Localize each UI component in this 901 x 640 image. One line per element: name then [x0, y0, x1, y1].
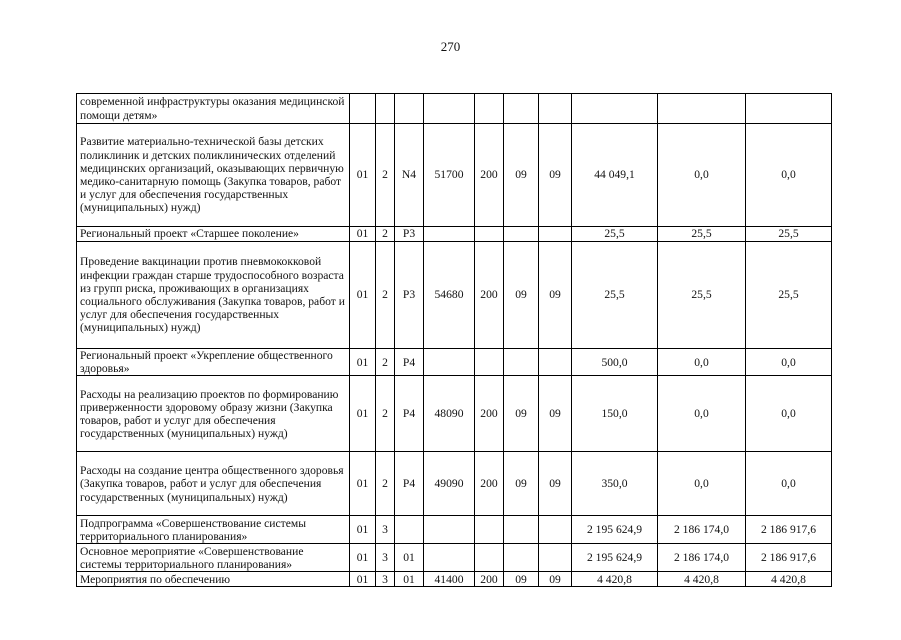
cell-subprogram-code: 2 — [376, 242, 395, 349]
cell-amount-year-1: 25,5 — [572, 242, 658, 349]
cell-section: 09 — [504, 242, 539, 349]
cell-program-code: 01 — [350, 124, 376, 227]
cell-direction-code: 49090 — [424, 452, 475, 516]
cell-subsection — [539, 516, 572, 544]
cell-main-activity-code: P4 — [395, 349, 424, 376]
cell-program-code — [350, 94, 376, 124]
cell-section — [504, 516, 539, 544]
cell-amount-year-1: 350,0 — [572, 452, 658, 516]
cell-description: Основное мероприятие «Совершенствование системы территориального планирования» — [77, 544, 350, 572]
cell-amount-year-1: 150,0 — [572, 376, 658, 452]
cell-direction-code: 41400 — [424, 572, 475, 587]
cell-direction-code — [424, 227, 475, 242]
budget-table — [76, 93, 832, 587]
table-row — [77, 349, 832, 376]
cell-amount-year-3: 25,5 — [746, 242, 832, 349]
cell-amount-year-2: 25,5 — [658, 227, 746, 242]
cell-expense-type: 200 — [475, 452, 504, 516]
cell-expense-type — [475, 227, 504, 242]
cell-main-activity-code: P4 — [395, 376, 424, 452]
cell-amount-year-2: 2 186 174,0 — [658, 516, 746, 544]
cell-amount-year-3: 4 420,8 — [746, 572, 832, 587]
cell-amount-year-2: 25,5 — [658, 242, 746, 349]
cell-amount-year-2: 0,0 — [658, 124, 746, 227]
cell-expense-type: 200 — [475, 124, 504, 227]
cell-program-code: 01 — [350, 376, 376, 452]
table-row — [77, 544, 832, 572]
cell-program-code: 01 — [350, 227, 376, 242]
cell-amount-year-3 — [746, 94, 832, 124]
cell-expense-type: 200 — [475, 376, 504, 452]
cell-section — [504, 544, 539, 572]
cell-section — [504, 227, 539, 242]
cell-amount-year-2: 0,0 — [658, 349, 746, 376]
table-row — [77, 227, 832, 242]
cell-program-code: 01 — [350, 349, 376, 376]
cell-subprogram-code: 2 — [376, 452, 395, 516]
table-row — [77, 572, 832, 587]
cell-amount-year-2 — [658, 94, 746, 124]
cell-amount-year-1: 2 195 624,9 — [572, 544, 658, 572]
cell-description: Региональный проект «Старшее поколение» — [77, 227, 350, 242]
cell-direction-code — [424, 516, 475, 544]
cell-program-code: 01 — [350, 544, 376, 572]
cell-direction-code — [424, 544, 475, 572]
cell-amount-year-3: 0,0 — [746, 124, 832, 227]
cell-main-activity-code: P3 — [395, 227, 424, 242]
table-row — [77, 94, 832, 124]
cell-subsection — [539, 349, 572, 376]
cell-expense-type — [475, 94, 504, 124]
cell-amount-year-2: 4 420,8 — [658, 572, 746, 587]
cell-subprogram-code: 2 — [376, 124, 395, 227]
table-row — [77, 242, 832, 349]
cell-main-activity-code — [395, 94, 424, 124]
cell-subsection — [539, 227, 572, 242]
cell-subsection: 09 — [539, 124, 572, 227]
cell-main-activity-code: 01 — [395, 572, 424, 587]
cell-description: Развитие материально-технической базы детских поликлиник и детских поликлинических отделений медицинских организаций, оказывающих первичную медико-санитарную помощь (Закупка товаров, работ и услуг для обеспечения государственных (муниципальных) нужд) — [77, 124, 350, 227]
cell-expense-type — [475, 544, 504, 572]
cell-program-code: 01 — [350, 516, 376, 544]
table-row — [77, 376, 832, 452]
cell-subprogram-code: 3 — [376, 544, 395, 572]
cell-main-activity-code — [395, 516, 424, 544]
cell-direction-code — [424, 94, 475, 124]
cell-section: 09 — [504, 376, 539, 452]
cell-amount-year-1: 44 049,1 — [572, 124, 658, 227]
cell-amount-year-1: 2 195 624,9 — [572, 516, 658, 544]
cell-description: современной инфраструктуры оказания медицинской помощи детям» — [77, 94, 350, 124]
cell-main-activity-code: P4 — [395, 452, 424, 516]
cell-main-activity-code: N4 — [395, 124, 424, 227]
cell-subprogram-code: 2 — [376, 227, 395, 242]
cell-expense-type: 200 — [475, 242, 504, 349]
cell-subprogram-code — [376, 94, 395, 124]
cell-program-code: 01 — [350, 242, 376, 349]
cell-description: Мероприятия по обеспечению — [77, 572, 350, 587]
cell-program-code: 01 — [350, 572, 376, 587]
cell-main-activity-code: 01 — [395, 544, 424, 572]
cell-amount-year-1 — [572, 94, 658, 124]
cell-subsection: 09 — [539, 572, 572, 587]
cell-section: 09 — [504, 452, 539, 516]
cell-subprogram-code: 3 — [376, 572, 395, 587]
cell-description: Расходы на реализацию проектов по формированию приверженности здоровому образу жизни (Закупка товаров, работ и услуг для обеспечения государственных (муниципальных) нужд) — [77, 376, 350, 452]
cell-description: Региональный проект «Укрепление общественного здоровья» — [77, 349, 350, 376]
cell-amount-year-3: 0,0 — [746, 452, 832, 516]
cell-expense-type — [475, 349, 504, 376]
cell-amount-year-2: 2 186 174,0 — [658, 544, 746, 572]
cell-amount-year-1: 500,0 — [572, 349, 658, 376]
cell-description: Подпрограмма «Совершенствование системы территориального планирования» — [77, 516, 350, 544]
cell-subprogram-code: 2 — [376, 349, 395, 376]
cell-direction-code: 48090 — [424, 376, 475, 452]
cell-amount-year-1: 4 420,8 — [572, 572, 658, 587]
cell-amount-year-3: 2 186 917,6 — [746, 516, 832, 544]
cell-amount-year-3: 0,0 — [746, 349, 832, 376]
cell-amount-year-2: 0,0 — [658, 452, 746, 516]
cell-expense-type — [475, 516, 504, 544]
cell-main-activity-code: P3 — [395, 242, 424, 349]
cell-amount-year-3: 0,0 — [746, 376, 832, 452]
cell-direction-code — [424, 349, 475, 376]
cell-subsection — [539, 94, 572, 124]
cell-amount-year-3: 2 186 917,6 — [746, 544, 832, 572]
cell-description: Расходы на создание центра общественного здоровья (Закупка товаров, работ и услуг для обеспечения государственных (муниципальных) нужд) — [77, 452, 350, 516]
cell-section — [504, 349, 539, 376]
cell-expense-type: 200 — [475, 572, 504, 587]
cell-amount-year-1: 25,5 — [572, 227, 658, 242]
table-row — [77, 516, 832, 544]
cell-direction-code: 54680 — [424, 242, 475, 349]
cell-subprogram-code: 2 — [376, 376, 395, 452]
cell-direction-code: 51700 — [424, 124, 475, 227]
table-row — [77, 124, 832, 227]
cell-subsection — [539, 544, 572, 572]
table-row — [77, 452, 832, 516]
cell-section: 09 — [504, 572, 539, 587]
cell-subprogram-code: 3 — [376, 516, 395, 544]
page-number: 270 — [440, 39, 461, 54]
cell-amount-year-3: 25,5 — [746, 227, 832, 242]
cell-section — [504, 94, 539, 124]
cell-amount-year-2: 0,0 — [658, 376, 746, 452]
cell-description: Проведение вакцинации против пневмококковой инфекции граждан старше трудоспособного возраста из групп риска, проживающих в организациях социального обслуживания (Закупка товаров, работ и услуг для обеспечения государственных (муниципальных) нужд) — [77, 242, 350, 349]
cell-program-code: 01 — [350, 452, 376, 516]
cell-subsection: 09 — [539, 242, 572, 349]
cell-subsection: 09 — [539, 376, 572, 452]
cell-section: 09 — [504, 124, 539, 227]
cell-subsection: 09 — [539, 452, 572, 516]
